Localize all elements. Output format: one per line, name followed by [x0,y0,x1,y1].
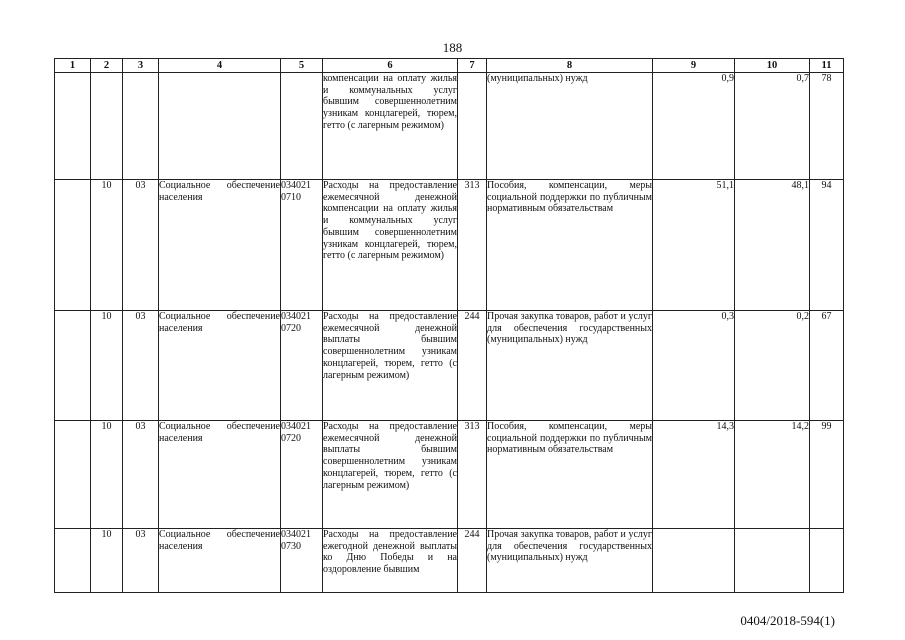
table-row [55,421,844,529]
cell-target-name: Расходы на предоставление ежемесячной денежной выплаты бывшим совершеннолетним узникам концлагерей, тюрем, гетто (с лагерным режимом) [323,421,458,529]
table-row [55,180,844,311]
col-header-8: 8 [487,59,653,73]
cell-subsection [123,73,159,180]
cell-section-name: Социальное обеспечение населения [159,421,281,529]
cell-section-name: Социальное обеспечение населения [159,529,281,593]
cell-value-9 [653,529,735,593]
cell-expense-type: 313 [458,180,487,311]
cell-target-code: 034021 0730 [281,529,323,593]
cell-section [91,73,123,180]
cell-section: 10 [91,529,123,593]
page-number: 188 [442,40,463,55]
cell-percent: 67 [810,311,844,421]
col-header-3: 3 [123,59,159,73]
table-row [55,529,844,593]
cell-value-10: 0,7 [735,73,810,180]
cell-target-code: 034021 0720 [281,421,323,529]
cell-expense-type: 244 [458,529,487,593]
cell-percent: 94 [810,180,844,311]
cell-subsection: 03 [123,311,159,421]
cell-section-name [159,73,281,180]
cell-c1 [55,180,91,311]
cell-value-9: 0,9 [653,73,735,180]
cell-value-9: 14,3 [653,421,735,529]
cell-value-9: 0,3 [653,311,735,421]
col-header-10: 10 [735,59,810,73]
cell-value-9: 51,1 [653,180,735,311]
header-row [55,59,844,73]
cell-subsection: 03 [123,529,159,593]
table-row [55,73,844,180]
cell-value-10: 0,2 [735,311,810,421]
col-header-6: 6 [323,59,458,73]
cell-percent [810,529,844,593]
col-header-9: 9 [653,59,735,73]
col-header-11: 11 [810,59,844,73]
cell-c1 [55,311,91,421]
col-header-4: 4 [159,59,281,73]
cell-value-10: 14,2 [735,421,810,529]
cell-value-10 [735,529,810,593]
budget-table [54,58,844,593]
cell-expense-type [458,73,487,180]
cell-c1 [55,529,91,593]
cell-subsection: 03 [123,421,159,529]
cell-target-code [281,73,323,180]
cell-expense-type-name: Пособия, компенсации, меры социальной поддержки по публичным нормативным обязательствам [487,180,653,311]
cell-expense-type: 244 [458,311,487,421]
document-code: 0404/2018-594(1) [740,613,835,628]
col-header-2: 2 [91,59,123,73]
cell-section-name: Социальное обеспечение населения [159,311,281,421]
cell-target-name: компенсации на оплату жилья и коммунальных услуг бывшим совершеннолетним узникам концлагерей, тюрем, гетто (с лагерным режимом) [323,73,458,180]
cell-expense-type-name: Пособия, компенсации, меры социальной поддержки по публичным нормативным обязательствам [487,421,653,529]
cell-target-name: Расходы на предоставление ежемесячной денежной выплаты бывшим совершеннолетним узникам концлагерей, тюрем, гетто (с лагерным режимом) [323,311,458,421]
cell-target-name: Расходы на предоставление ежемесячной денежной компенсации на оплату жилья и коммунальных услуг бывшим совершеннолетним узникам концлагерей, тюрем, гетто (с лагерным режимом) [323,180,458,311]
col-header-7: 7 [458,59,487,73]
cell-section: 10 [91,421,123,529]
cell-target-code: 034021 0710 [281,180,323,311]
cell-section: 10 [91,180,123,311]
cell-value-10: 48,1 [735,180,810,311]
cell-section: 10 [91,311,123,421]
col-header-5: 5 [281,59,323,73]
cell-section-name: Социальное обеспечение населения [159,180,281,311]
cell-target-name: Расходы на предоставление ежегодной денежной выплаты ко Дню Победы и на оздоровление бывшим [323,529,458,593]
cell-c1 [55,421,91,529]
cell-percent: 78 [810,73,844,180]
table-row [55,311,844,421]
cell-expense-type-name: (муниципальных) нужд [487,73,653,180]
cell-expense-type: 313 [458,421,487,529]
col-header-1: 1 [55,59,91,73]
cell-expense-type-name: Прочая закупка товаров, работ и услуг для обеспечения государственных (муниципальных) нужд [487,311,653,421]
cell-expense-type-name: Прочая закупка товаров, работ и услуг для обеспечения государственных (муниципальных) нужд [487,529,653,593]
cell-target-code: 034021 0720 [281,311,323,421]
cell-c1 [55,73,91,180]
cell-percent: 99 [810,421,844,529]
cell-subsection: 03 [123,180,159,311]
